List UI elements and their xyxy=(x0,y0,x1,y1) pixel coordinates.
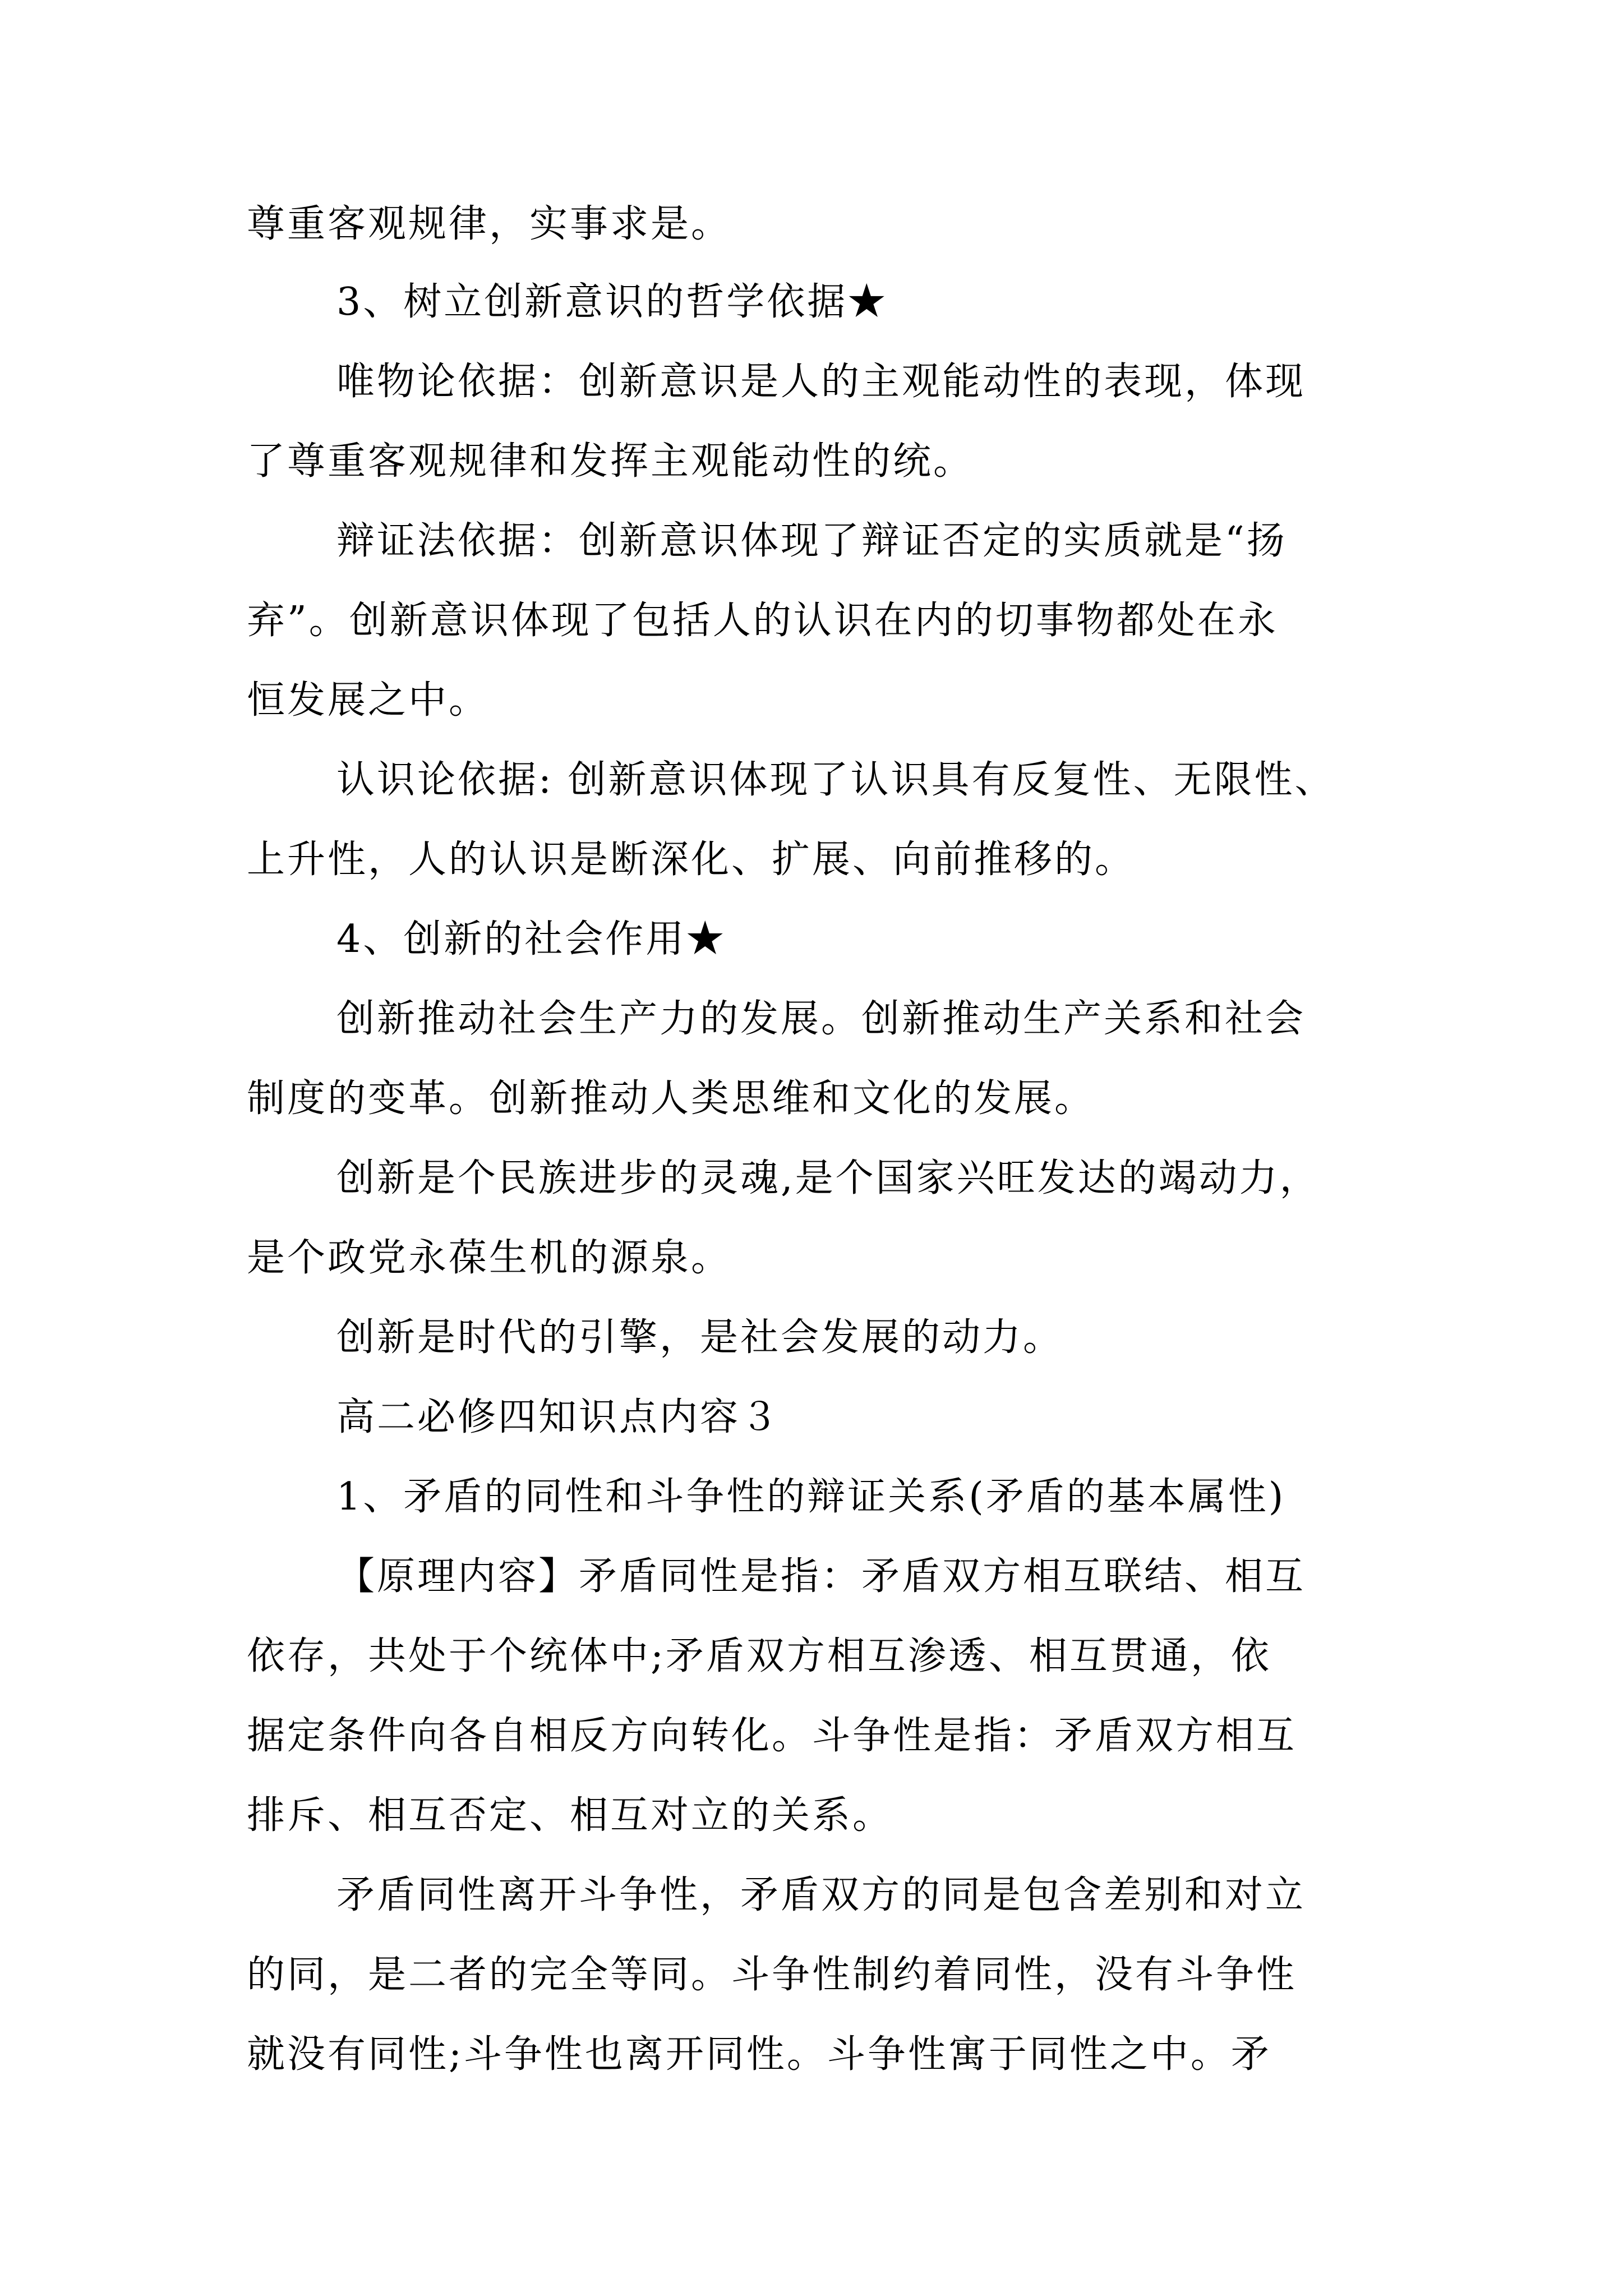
text-line-14: 是个政党永葆生机的源泉。 xyxy=(247,1236,732,1280)
text-line-10: 4、创新的社会作用★ xyxy=(336,917,727,961)
text-line-24: 就没有同性;斗争性也离开同性。斗争性寓于同性之中。矛 xyxy=(247,2032,1271,2077)
text-line-21: 排斥、相互否定、相互对立的关系。 xyxy=(247,1793,893,1838)
text-line-16: 高二必修四知识点内容３ xyxy=(336,1395,781,1439)
text-line-1: 尊重客观规律，实事求是。 xyxy=(247,202,732,246)
text-line-23: 的同，是二者的完全等同。斗争性制约着同性，没有斗争性 xyxy=(247,1953,1297,1997)
text-line-18: 【原理内容】矛盾同性是指：矛盾双方相互联结、相互 xyxy=(336,1554,1306,1599)
text-line-15: 创新是时代的引擎，是社会发展的动力。 xyxy=(336,1315,1064,1360)
text-line-8: 认识论依据: 创新意识体现了认识具有反复性、无限性、 xyxy=(336,758,1335,802)
text-line-2: 3、树立创新意识的哲学依据★ xyxy=(336,280,888,324)
text-line-6: 弃”。创新意识体现了包括人的认识在内的切事物都处在永 xyxy=(247,599,1278,643)
text-line-11: 创新推动社会生产力的发展。创新推动生产关系和社会 xyxy=(336,997,1306,1041)
text-line-20: 据定条件向各自相反方向转化。斗争性是指：矛盾双方相互 xyxy=(247,1714,1297,1758)
text-line-13: 创新是个民族进步的灵魂,是个国家兴旺发达的竭动力， xyxy=(336,1156,1320,1200)
text-line-5: 辩证法依据：创新意识体现了辩证否定的实质就是“扬 xyxy=(336,519,1287,563)
text-line-22: 矛盾同性离开斗争性，矛盾双方的同是包含差别和对立 xyxy=(336,1873,1306,1917)
text-line-17: 1、矛盾的同性和斗争性的辩证关系(矛盾的基本属性) xyxy=(336,1475,1286,1519)
text-line-9: 上升性，人的认识是断深化、扩展、向前推移的。 xyxy=(247,838,1136,882)
text-line-7: 恒发展之中。 xyxy=(247,678,490,723)
text-line-3: 唯物论依据：创新意识是人的主观能动性的表现，体现 xyxy=(336,360,1306,404)
text-line-4: 了尊重客观规律和发挥主观能动性的统。 xyxy=(247,439,974,484)
text-line-19: 依存，共处于个统体中;矛盾双方相互渗透、相互贯通，依 xyxy=(247,1634,1271,1678)
text-line-12: 制度的变革。创新推动人类思维和文化的发展。 xyxy=(247,1076,1095,1121)
